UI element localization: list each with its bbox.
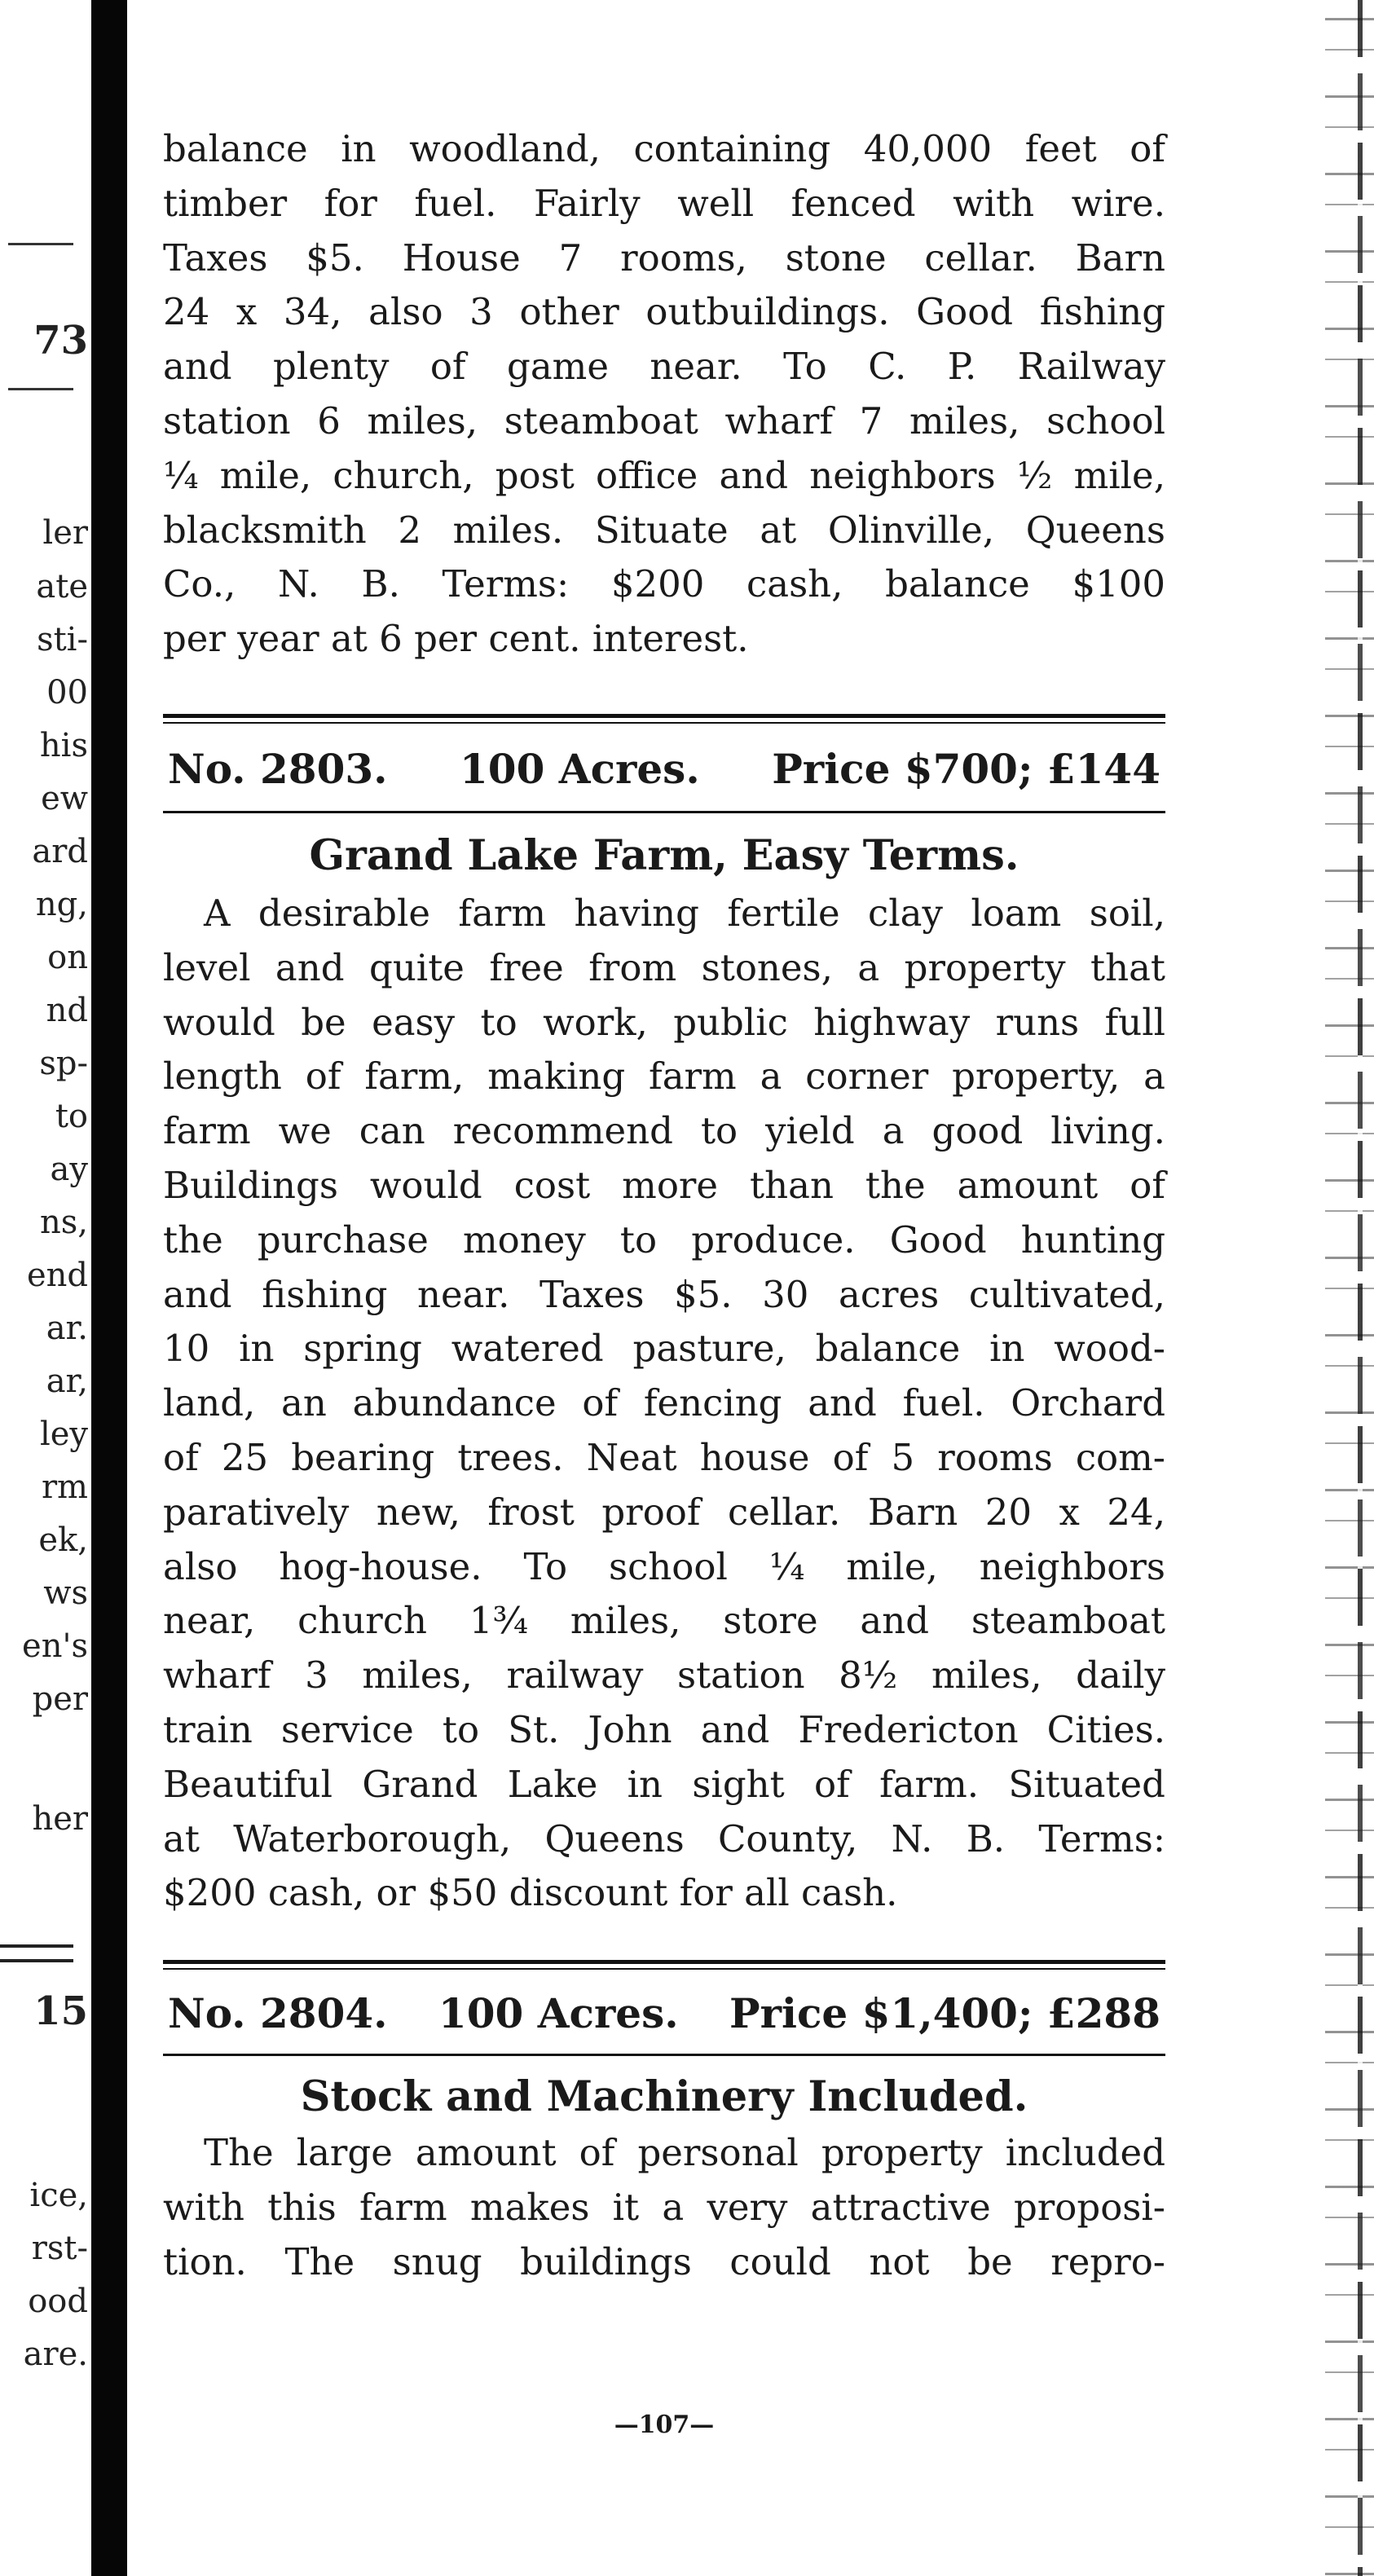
left-fragment: ar, [46,1363,88,1400]
left-fragment: to [55,1098,88,1135]
text-line: the purchase money to produce. Good hunting [163,1218,1165,1262]
left-fragment: ew [41,780,88,817]
listing-description [163,2126,1165,2289]
listing-acres: 100 Acres. [438,1989,679,2038]
text-line: station 6 miles, steamboat wharf 7 miles, school [163,399,1165,443]
right-edge-noise [1358,0,1363,2576]
text-line: balance in woodland, containing 40,000 feet of [163,127,1165,170]
left-fragment: sp- [39,1045,88,1082]
listing-description [163,887,1165,1921]
left-rule [8,388,73,390]
text-line: Buildings would cost more than the amount of [163,1163,1165,1207]
binding-gutter [91,0,127,2576]
listing-header [163,745,1165,793]
text-line: level and quite free from stones, a property that [163,945,1165,989]
text-line: ¼ mile, church, post office and neighbors ½ mile, [163,453,1165,497]
left-fragment: are. [23,2336,88,2373]
right-edge-noise [1325,0,1374,2576]
text-line: farm we can recommend to yield a good living. [163,1109,1165,1153]
left-fragment: en's [22,1627,88,1665]
text-line: A desirable farm having fertile clay loam soil, [204,891,1165,935]
left-fragment: ng, [35,886,88,923]
listing-title: Stock and Machinery Included. [300,2072,1028,2122]
left-fragment: his [39,727,88,764]
listing-acres: 100 Acres. [460,744,700,793]
left-rule [8,243,73,245]
left-fragment: ood [28,2283,88,2320]
text-line: The large amount of personal property included [204,2131,1165,2175]
left-fragment: nd [46,992,88,1029]
continuation-paragraph [163,122,1165,667]
left-fragment: ice, [29,2177,88,2214]
text-line: wharf 3 miles, railway station 8½ miles, daily [163,1653,1165,1698]
text-line: paratively new, frost proof cellar. Barn 20 x 24, [163,1490,1165,1534]
listing-price: Price $700; £144 [772,744,1160,793]
main-column [163,122,1165,2290]
left-page-sliver [0,0,90,2576]
text-line: and plenty of game near. To C. P. Railway [163,345,1165,389]
left-fragment: 00 [46,674,88,711]
left-fragment: ley [39,1416,88,1453]
left-fragment: ws [43,1574,88,1612]
text-line: and fishing near. Taxes $5. 30 acres cultivated, [163,1272,1165,1316]
left-fragment: ler [42,514,88,552]
left-fragment: rm [41,1469,88,1506]
text-line: Taxes $5. House 7 rooms, stone cellar. Barn [163,236,1165,280]
section-rule [163,1960,1165,1970]
text-line: land, an abundance of fencing and fuel. Orchard [163,1381,1165,1425]
text-line: length of farm, making farm a corner property, a [163,1055,1165,1099]
left-fragment: ek, [38,1521,88,1559]
left-fragment: ar. [46,1310,88,1347]
listing-number: No. 2804. [168,1989,388,2038]
listing-header [163,1989,1165,2037]
text-line: $200 cash, or $50 discount for all cash. [163,1871,898,1915]
left-fragment: 15 [33,1992,88,2031]
text-line: blacksmith 2 miles. Situate at Olinville, Queens [163,508,1165,552]
text-line: 24 x 34, also 3 other outbuildings. Good fishing [163,290,1165,334]
text-line: tion. The snug buildings could not be repro- [163,2239,1165,2283]
text-line: near, church 1¾ miles, store and steamboat [163,1599,1165,1643]
left-fragment: rst- [31,2230,88,2267]
listing-price: Price $1,400; £288 [729,1989,1160,2038]
text-line: with this farm makes it a very attractive proposi- [163,2185,1165,2229]
left-fragment: ate [36,568,88,605]
text-line: Beautiful Grand Lake in sight of farm. Situated [163,1762,1165,1806]
text-line: Co., N. B. Terms: $200 cash, balance $100 [163,562,1165,606]
listing-title: Grand Lake Farm, Easy Terms. [309,830,1019,880]
listing-number: No. 2803. [168,744,388,793]
left-fragment: ard [32,833,88,870]
page-number: —107— [614,2411,715,2439]
left-fragment: on [47,939,88,976]
section-rule [163,811,1165,813]
text-line: would be easy to work, public highway runs full [163,1000,1165,1044]
text-line: at Waterborough, Queens County, N. B. Terms: [163,1816,1165,1860]
left-fragment: sti- [37,621,88,658]
left-fragment: ns, [39,1204,88,1241]
left-fragment: ay [50,1151,88,1188]
text-line: also hog-house. To school ¼ mile, neighbors [163,1544,1165,1588]
text-line: per year at 6 per cent. interest. [163,617,749,661]
section-rule [163,2054,1165,2056]
left-fragment: 73 [33,321,88,360]
text-line: 10 in spring watered pasture, balance in wood- [163,1327,1165,1371]
left-fragment: end [26,1257,88,1294]
text-line: train service to St. John and Fredericton Cities. [163,1707,1165,1751]
left-fragment: her [32,1800,88,1838]
text-line: of 25 bearing trees. Neat house of 5 rooms com- [163,1435,1165,1479]
section-rule [163,714,1165,724]
left-fragment: per [32,1680,88,1718]
text-line: timber for fuel. Fairly well fenced with wire. [163,181,1165,225]
left-double-rule [0,1944,73,1962]
